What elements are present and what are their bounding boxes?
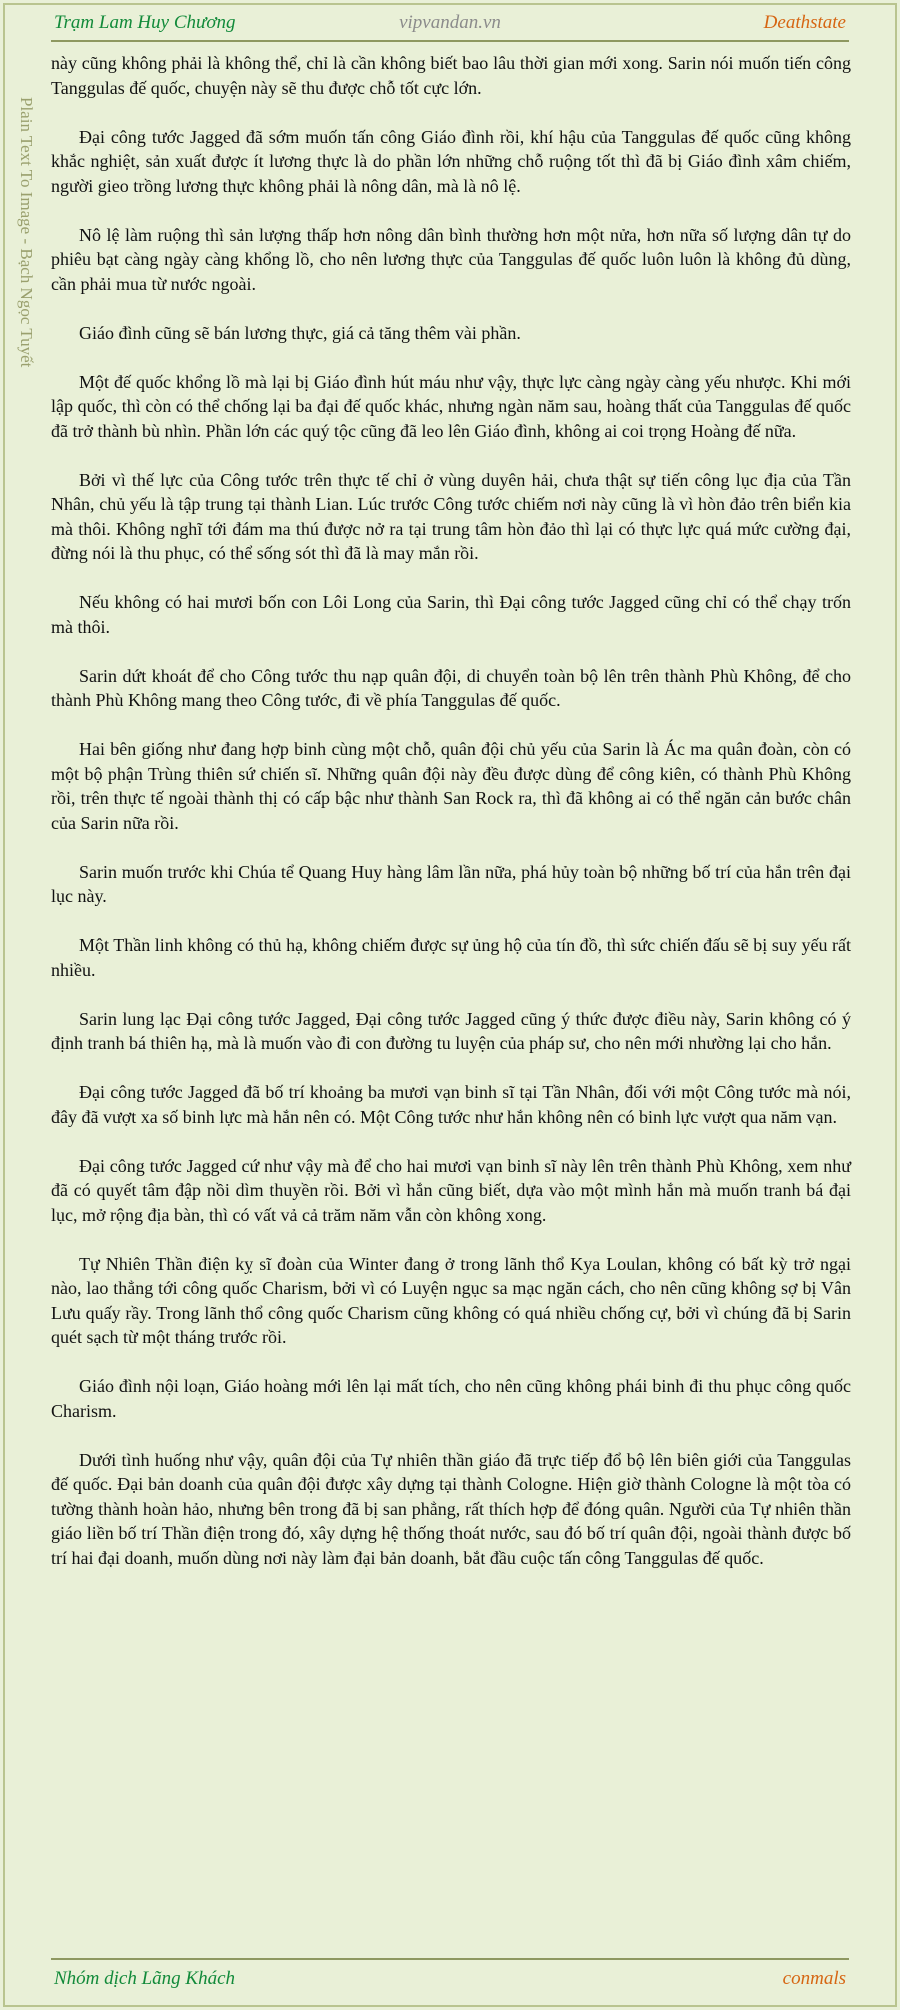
paragraph-1: này cũng không phải là không thể, chỉ là cần không biết bao lâu thời gian mới xong. Sarin nói muốn tiến công Tanggulas đế quốc, chuyện này sẽ thu được chỗ tốt cực lớn. <box>51 53 851 98</box>
paragraph-8: Sarin dứt khoát để cho Công tước thu nạp quân đội, di chuyển toàn bộ lên trên thành Phù Không, để cho thành Phù Không mang theo Công tước, đi về phía Tanggulas đế quốc. <box>51 665 851 710</box>
paragraph-16: Giáo đình nội loạn, Giáo hoàng mới lên lại mất tích, cho nên cũng không phái binh đi thu phục công quốc Charism. <box>51 1376 851 1421</box>
page-footer <box>51 1958 849 1996</box>
footer-group: Nhóm dịch Lãng Khách <box>54 1968 236 1989</box>
paragraph-13: Đại công tước Jagged đã bố trí khoảng ba mươi vạn binh sĩ tại Tần Nhân, đối với một Công tước mà nói, đây đã vượt xa số binh lực mà hắn nên có. Một Công tước như hắn không nên có binh lực vượt qua năm vạn. <box>51 1082 851 1127</box>
footer-credit: conmals <box>782 1968 846 1989</box>
paragraph-2: Đại công tước Jagged đã sớm muốn tấn công Giáo đình rồi, khí hậu của Tanggulas đế quốc cũng không khắc nghiệt, sản xuất được ít lương thực là do phần lớn những chỗ ruộng tốt thì đã bị Giáo đình xâm chiếm, người gieo trồng lương thực không phải là nông dân, mà là nô lệ. <box>51 126 851 196</box>
paragraph-4: Giáo đình cũng sẽ bán lương thực, giá cả tăng thêm vài phần. <box>79 322 521 343</box>
side-watermark-text: Plain Text To Image - Bạch Ngọc Tuyết <box>17 96 36 368</box>
paragraph-17: Dưới tình huống như vậy, quân đội của Tự nhiên thần giáo đã trực tiếp đổ bộ lên biên giới của Tanggulas đế quốc. Đại bản doanh của quân đội được xây dựng tại thành Cologne. Hiện giờ thành Cologne là một tòa có tường thành hoàn hảo, nhưng bên trong đã bị san phẳng, rất thích hợp để đóng quân. Người của Tự nhiên thần giáo liền bố trí Thần điện trong đó, xây dựng hệ thống thoát nước, sau đó bố trí quân đội, ngoài thành được bố trí hai đại doanh, muốn dùng nơi này làm đại bản doanh, bắt đầu cuộc tấn công Tanggulas đế quốc. <box>51 1449 851 1568</box>
paragraph-10: Sarin muốn trước khi Chúa tể Quang Huy hàng lâm lần nữa, phá hủy toàn bộ những bố trí của hắn trên đại lục này. <box>51 861 851 906</box>
paragraph-6: Bởi vì thế lực của Công tước trên thực tế chỉ ở vùng duyên hải, chưa thật sự tiến công lục địa của Tần Nhân, chủ yếu là tập trung tại thành Lian. Lúc trước Công tước chiếm nơi này cũng là vì hòn đảo trên biển kia mà thôi. Không nghĩ tới đám ma thú được nở ra tại trung tâm hòn đảo thì lại có thực lực quá mức cường đại, đừng nói là thu phục, có thể sống sót thì đã là may mắn rồi. <box>51 469 851 563</box>
paragraph-14: Đại công tước Jagged cứ như vậy mà để cho hai mươi vạn binh sĩ này lên trên thành Phù Không, xem như đã có quyết tâm đập nồi dìm thuyền rồi. Bởi vì hắn cũng biết, dựa vào một mình hắn mà muốn tranh bá đại lục, mở rộng địa bàn, thì có vất vả cả trăm năm vẫn còn không xong. <box>51 1155 851 1225</box>
header-author: Deathstate <box>763 12 846 33</box>
paragraph-15: Tự Nhiên Thần điện kỵ sĩ đoàn của Winter đang ở trong lãnh thổ Kya Loulan, không có bất kỳ trở ngại nào, lao thẳng tới công quốc Charism, bởi vì có Luyện ngục sa mạc ngăn cách, cho nên cũng không sợ bị Vân Lưu quấy rầy. Trong lãnh thổ công quốc Charism cũng không có quá nhiều chống cự, bởi vì chúng đã bị Sarin quét sạch từ một tháng trước rồi. <box>51 1253 851 1347</box>
paragraph-5: Một đế quốc khổng lồ mà lại bị Giáo đình hút máu như vậy, thực lực càng ngày càng yếu nhược. Khi mới lập quốc, thì còn có thể chống lại ba đại đế quốc khác, nhưng ngàn năm sau, hoàng thất của Tanggulas đế quốc đã trở thành bù nhìn. Phần lớn các quý tộc cũng đã leo lên Giáo đình, không ai coi trọng Hoàng đế nữa. <box>51 371 851 441</box>
page-header <box>51 10 849 42</box>
header-title: Trạm Lam Huy Chương <box>54 12 236 33</box>
paragraph-11: Một Thần linh không có thủ hạ, không chiếm được sự ủng hộ của tín đồ, thì sức chiến đấu sẽ bị suy yếu rất nhiều. <box>51 935 851 980</box>
paragraph-9: Hai bên giống như đang hợp binh cùng một chỗ, quân đội chủ yếu của Sarin là Ác ma quân đoàn, còn có một bộ phận Trùng thiên sứ chiến sĩ. Những quân đội này đều được dùng để công kiên, có thành Phù Không rồi, trên thực tế ngoài thành thị có cấp bậc như thành San Rock ra, thì đã không ai có thể ngăn cản bước chân của Sarin nữa rồi. <box>51 739 851 833</box>
paragraph-3: Nô lệ làm ruộng thì sản lượng thấp hơn nông dân bình thường hơn một nửa, hơn nữa số lượng dân tự do phiêu bạt càng ngày càng khổng lồ, cho nên lương thực của Tanggulas đế quốc luôn luôn là không đủ dùng, cần phải mua từ nước ngoài. <box>51 224 851 294</box>
text-body <box>51 51 851 1595</box>
paragraph-12: Sarin lung lạc Đại công tước Jagged, Đại công tước Jagged cũng ý thức được điều này, Sarin không có ý định tranh bá thiên hạ, mà là muốn vào đi con đường tu luyện của pháp sư, cho nên mới nhường lại cho hắn. <box>51 1008 851 1053</box>
header-site: vipvandan.vn <box>399 12 501 33</box>
paragraph-7: Nếu không có hai mươi bốn con Lôi Long của Sarin, thì Đại công tước Jagged cũng chỉ có thể chạy trốn mà thôi. <box>51 592 851 637</box>
